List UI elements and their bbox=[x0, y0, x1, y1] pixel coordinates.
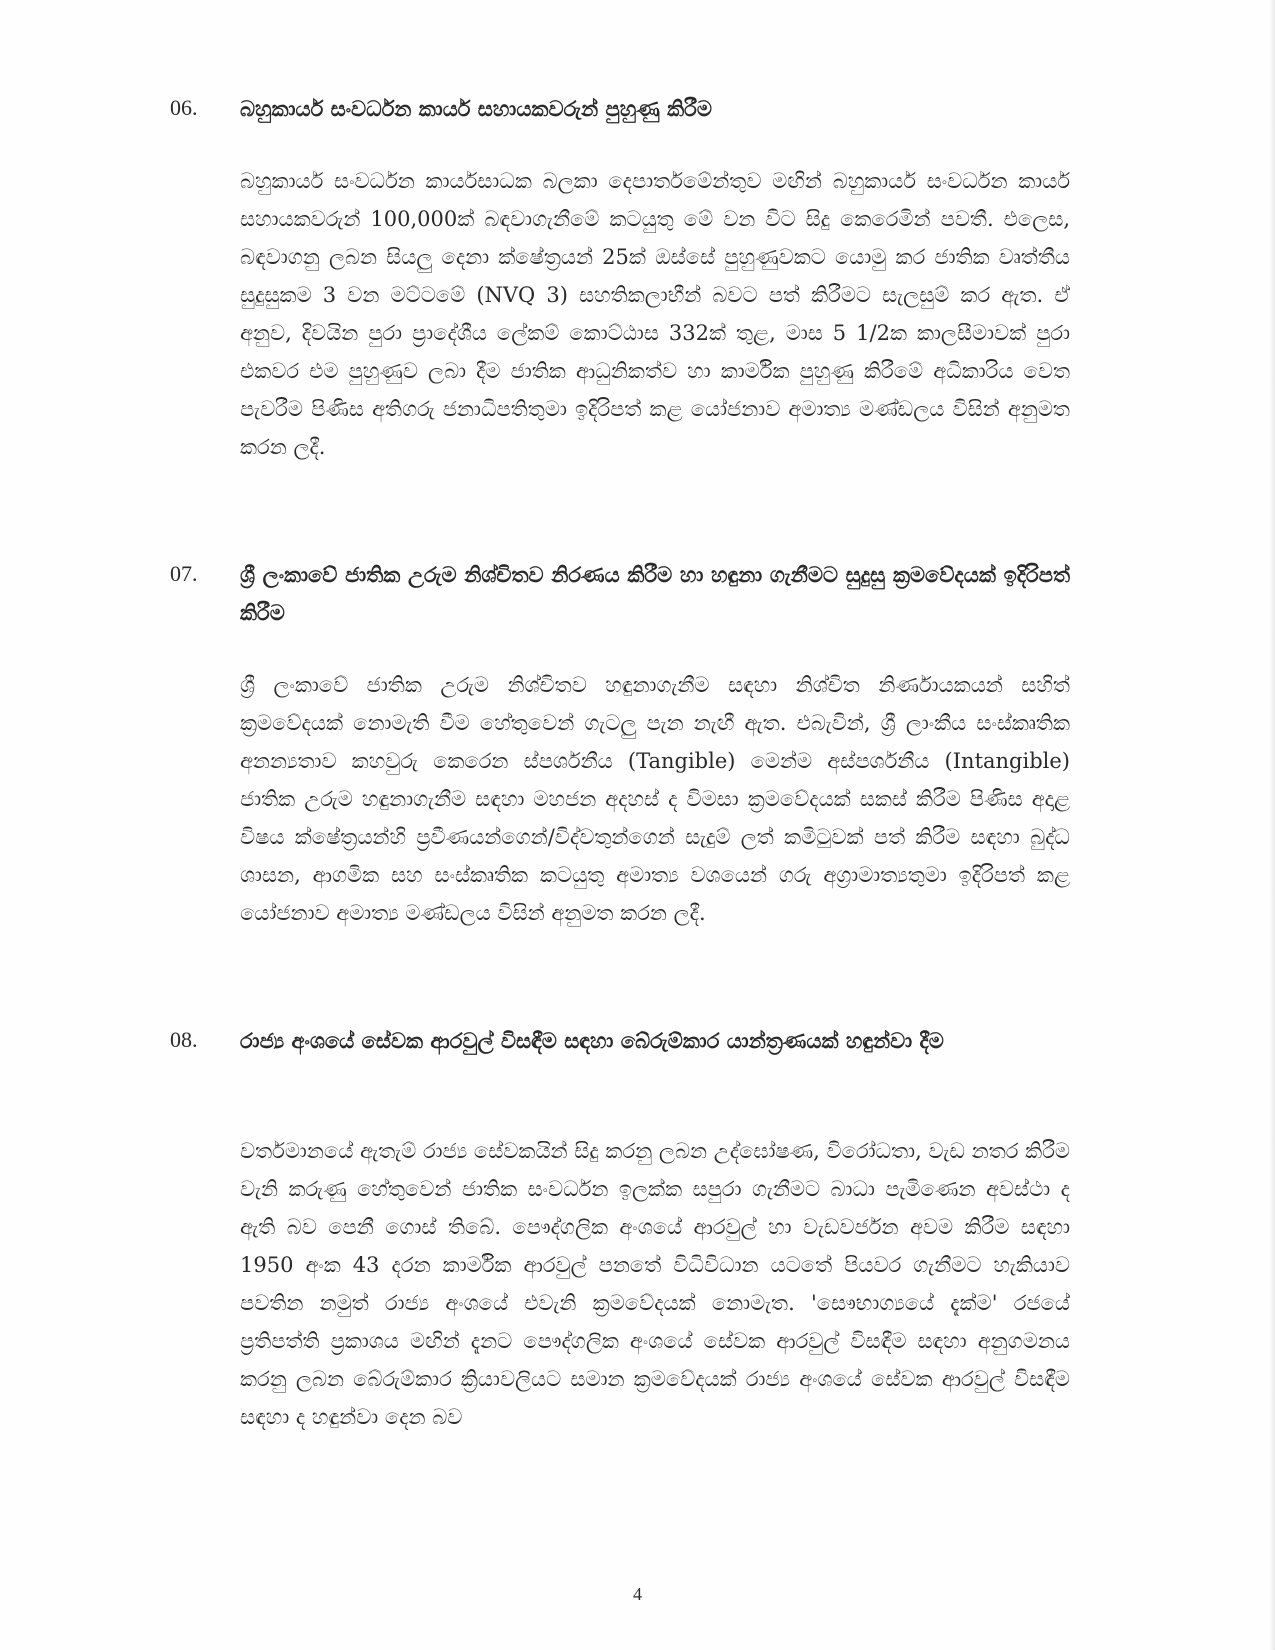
section-title: බහුකාර්ය සංවර්ධන කාර්ය සහායකවරුන් පුහුණු කිරීම bbox=[240, 96, 712, 121]
section-title: රාජ්‍ය අංශයේ සේවක ආරවුල් විසඳීම සඳහා බේරුම්කාර යාන්ත්‍රණයක් හඳුන්වා දීම bbox=[240, 1028, 944, 1053]
section-number: 07. bbox=[170, 561, 198, 586]
page-number: 4 bbox=[633, 1584, 642, 1604]
section-number: 08. bbox=[170, 1027, 198, 1052]
section-body: වර්තමානයේ ඇතැම් රාජ්‍ය සේවකයින් සිදු කරනු ලබන උද්ඝෝෂණ, විරෝධතා, වැඩ නතර කිරීම වැනි කරුණු හේතුවෙන් ජාතික සංවර්ධන ඉලක්ක සපුරා ගැනීමට බාධා පැමිණෙන අවස්ථා ද ඇති බව පෙනී ගොස් තිබේ. පෞද්ගලික අංශයේ ආරවුල් හා වැඩවර්ජන අවම කිරීම සඳහා 1950 අංක 43 දරන කාර්මික ආරවුල් පනතේ විධිවිධාන යටතේ පියවර ගැනීමට හැකියාව පවතින නමුත් රාජ්‍ය අංශයේ එවැනි ක්‍රමවේදයක් නොමැත. 'සෞභාග්‍යයේ දැක්ම' රජයේ ප්‍රතිපත්ති ප්‍රකාශය මඟින් දැනට පෞද්ගලික අංශයේ සේවක ආරවුල් විසඳීම සඳහා අනුගමනය කරනු ලබන බේරුම්කාර ක්‍රියාවලියට සමාන ක්‍රමවේදයක් රාජ්‍ය අංශයේ සේවක ආරවුල් විසඳීම සඳහා ද හඳුන්වා දෙන බව bbox=[240, 1139, 1070, 1429]
section-body: ශ්‍රී ලංකාවේ ජාතික උරුම නිශ්චිතව හඳුනාගැනීම සඳහා නිශ්චිත නිර්ණායකයන් සහිත් ක්‍රමවේදයක් නොමැති වීම හේතුවෙන් ගැටලු පැන නැඟී ඇත. එබැවින්, ශ්‍රී ලාංකීය සංස්කෘතික අනන්‍යතාව කහවුරු කෙරෙන ස්පර්ශනීය (Tangible) මෙන්ම අස්පර්ශනීය (Intangible) ජාතික උරුම හඳුනාගැනීම සඳහා මහජන අදහස් ද විමසා ක්‍රමවේදයක් සකස් කිරීම පිණිස අදාළ විෂය ක්ෂේත්‍රයන්හි ප්‍රවීණයන්ගෙන්/විද්වතුන්ගෙන් සැදුම් ලත් කමිටුවක් පත් කිරීම සඳහා බුද්ධ ශාසන, ආගමික සහ සංස්කෘතික කටයුතු අමාත්‍ය වශයෙන් ගරු අග්‍රාමාත්‍යතුමා ඉදිරිපත් කළ යෝජනාව අමාත්‍ය මණ්ඩලය විසින් අනුමත කරන ලදී. bbox=[240, 673, 1070, 925]
section-number: 06. bbox=[170, 95, 198, 120]
scan-edge bbox=[1269, 0, 1275, 1650]
section-title: ශ්‍රී ලංකාවේ ජාතික උරුම නිශ්චිතව නිරණය කිරීම හා හඳුනා ගැනීමට සුදුසු ක්‍රමවේදයක් ඉදිරිපත් කිරීම bbox=[240, 562, 1070, 625]
section-body: බහුකාර්ය සංවර්ධන කාර්යසාධක බලකා දෙපාර්තමේන්තුව මඟින් බහුකාර්ය සංවර්ධන කාර්ය සහායකවරුන් 100,000ක් බඳවාගැනීමේ කටයුතු මේ වන විට සිදු කෙරෙමින් පවතී. එලෙස, බඳවාගනු ලබන සියලු දෙනා ක්ෂේත්‍රයන් 25ක් ඔස්සේ පුහුණුවකට යොමු කර ජාතික වෘත්තීය සුදුසුකම 3 වන මට්ටමේ (NVQ 3) සහතිකලාභීන් බවට පත් කිරීමට සැලසුම් කර ඇත. ඒ අනුව, දිවයින පුරා ප්‍රාදේශීය ලේකම් කොට්ඨාස 332ක් තුළ, මාස 5 1/2ක කාලසීමාවක් පුරා එකවර එම පුහුණුව ලබා දීම ජාතික ආධුනිකත්ව හා කාර්මික පුහුණු කිරීමේ අධිකාරිය වෙත පැවරීම පිණිස අතිගරු ජනාධිපතිතුමා ඉදිරිපත් කළ යෝජනාව අමාත්‍ය මණ්ඩලය විසින් අනුමත කරන ලදී. bbox=[240, 169, 1070, 459]
